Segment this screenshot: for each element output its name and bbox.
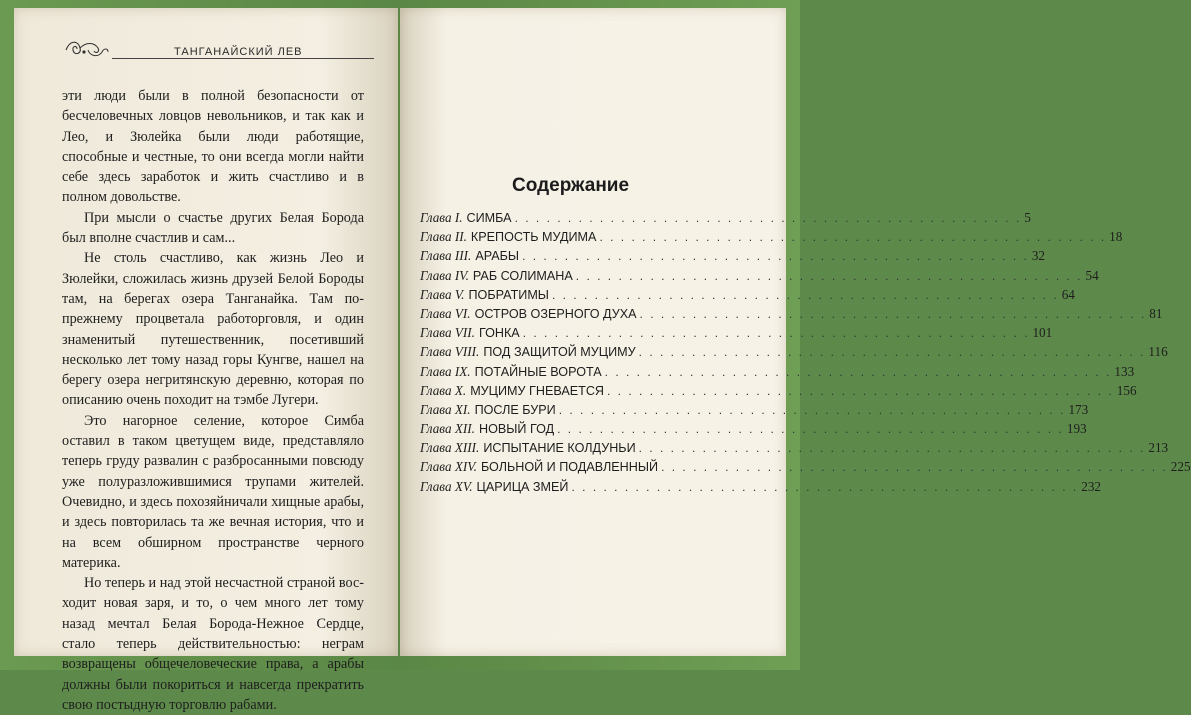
toc-chapter-number: Глава X. xyxy=(420,382,467,398)
toc-entry xyxy=(420,267,1099,287)
toc-leader-dots: . . . . . . . . . . . . . . . . . . . . . . . . . . . . . . . . . . . . . . . . . . . . . . . . xyxy=(639,306,1147,321)
toc-chapter-title: ПОБРАТИМЫ xyxy=(468,287,549,302)
toc-page-number: 5 xyxy=(1024,210,1031,225)
body-text xyxy=(62,86,364,715)
toc-leader-dots: . . . . . . . . . . . . . . . . . . . . . . . . . . . . . . . . . . . . . . . . . . . . . . . . xyxy=(522,249,1029,264)
toc-leader-dots: . . . . . . . . . . . . . . . . . . . . . . . . . . . . . . . . . . . . . . . . . . . . . . . . xyxy=(551,287,1059,302)
toc-chapter-title: АРАБЫ xyxy=(475,249,520,264)
running-head xyxy=(64,36,374,60)
toc-chapter-number: Глава XIV. xyxy=(420,459,477,475)
paragraph: Не столь счастливо, как жизнь Лео и Зюлейки, сложилась жизнь друзей Белой Бороды там, на берегах озера Танганайка. Там по-прежнему процветала работорговля, и один знаменитый путешественник, посетивший несколько лет тому назад горы Кунгве, нашел на берегу озера негритянскую деревню, которая по описанию очень походит на тэмбе Лугери. xyxy=(62,250,364,409)
toc-chapter-number: Глава XIII. xyxy=(420,440,480,456)
toc-page-number: 18 xyxy=(1109,229,1123,245)
toc-leader-dots: . . . . . . . . . . . . . . . . . . . . . . . . . . . . . . . . . . . . . . . . . . . . . . . . xyxy=(638,345,1146,360)
toc-page-number: 116 xyxy=(1148,344,1168,360)
toc-chapter-title: ГОНКА xyxy=(478,326,520,341)
toc-entry xyxy=(420,421,1087,440)
toc-page-number: 81 xyxy=(1149,305,1163,321)
toc-leader-dots: . . . . . . . . . . . . . . . . . . . . . . . . . . . . . . . . . . . . . . . . . . . . . . . . xyxy=(575,268,1083,283)
toc-leader-dots: . . . . . . . . . . . . . . . . . . . . . . . . . . . . . . . . . . . . . . . . . . . . . . . . xyxy=(557,422,1064,437)
toc-chapter-number: Глава XII. xyxy=(420,421,475,437)
toc-chapter-title: КРЕПОСТЬ МУДИМА xyxy=(470,230,597,245)
toc-entry xyxy=(420,440,1169,459)
toc-page-number: 225 xyxy=(1170,459,1191,475)
toc-entry xyxy=(420,382,1137,402)
toc-leader-dots: . . . . . . . . . . . . . . . . . . . . . . . . . . . . . . . . . . . . . . . . . . . . . . . . xyxy=(638,441,1146,456)
header-rule xyxy=(112,58,374,59)
toc-page-number: 213 xyxy=(1148,440,1169,456)
toc-entry xyxy=(420,363,1135,383)
toc-chapter-title: МУЦИМУ ГНЕВАЕТСЯ xyxy=(470,383,605,398)
toc-chapter-title: ИСПЫТАНИЕ КОЛДУНЬИ xyxy=(483,441,636,456)
toc-chapter-number: Глава XV. xyxy=(420,478,473,494)
toc-entry xyxy=(420,478,1101,498)
toc-leader-dots: . . . . . . . . . . . . . . . . . . . . . . . . . . . . . . . . . . . . . . . . . . . . . . . . xyxy=(607,383,1114,398)
toc-chapter-number: Глава VIII. xyxy=(420,344,480,360)
toc-entry xyxy=(420,286,1075,306)
toc-page-number: 54 xyxy=(1085,267,1099,283)
toc-entry xyxy=(420,248,1046,267)
paragraph: Это нагорное селение, которое Симба оставил в таком цветущем виде, представляло теперь груду развалин с разбросанными повсюду уже полуразложившимися трупами жителей. Очевидно, и здесь похозяйничали хищные арабы, и здесь повторилась та же вечная история, что и на всем обширном пространстве черного материка. xyxy=(62,412,364,571)
toc-page-number: 193 xyxy=(1066,421,1087,437)
toc-page-number: 173 xyxy=(1068,401,1089,417)
toc-chapter-number: Глава I. xyxy=(420,210,463,225)
toc-entry xyxy=(420,210,1031,229)
toc-entry xyxy=(420,325,1053,344)
toc-chapter-number: Глава IV. xyxy=(420,267,469,283)
toc-chapter-number: Глава VI. xyxy=(420,305,471,321)
toc-chapter-title: ОСТРОВ ОЗЕРНОГО ДУХА xyxy=(474,306,637,321)
toc-chapter-number: Глава II. xyxy=(420,229,467,245)
toc-leader-dots: . . . . . . . . . . . . . . . . . . . . . . . . . . . . . . . . . . . . . . . . . . . . . . . . xyxy=(522,326,1030,341)
table-of-contents xyxy=(420,210,1191,498)
toc-chapter-number: Глава III. xyxy=(420,248,472,264)
toc-chapter-number: Глава V. xyxy=(420,286,465,302)
toc-chapter-number: Глава VII. xyxy=(420,325,475,341)
paragraph: эти люди были в полной безопасности от бесчеловечных ловцов невольников, и так как и Лео, и Зюлейка были люди работящие, способные и честные, то они всегда могли найти себе здесь заработок и жить счастливо и в полном довольстве. xyxy=(62,88,364,206)
toc-chapter-title: РАБ СОЛИМАНА xyxy=(472,268,573,283)
toc-entry xyxy=(420,459,1191,478)
toc-chapter-title: СИМБА xyxy=(466,211,512,225)
toc-chapter-title: ЦАРИЦА ЗМЕЙ xyxy=(476,479,569,494)
left-page xyxy=(14,8,398,713)
toc-heading: Содержание xyxy=(512,175,630,196)
toc-page-number: 101 xyxy=(1032,325,1053,341)
toc-page-number: 232 xyxy=(1081,478,1101,494)
toc-entry xyxy=(420,229,1123,248)
toc-page-number: 133 xyxy=(1114,363,1135,379)
toc-page-number: 64 xyxy=(1061,286,1075,302)
paragraph: Но теперь и над этой несчастной страной восходит новая заря, и то, о чем много лет тому назад мечтал Белая Борода-Нежное Сердце, стало теперь действительностью: неграм возвращены общечеловеческие права, а арабы должны были покориться и навсегда прекратить свою постыдную торговлю рабами. xyxy=(62,575,364,713)
toc-entry xyxy=(420,305,1163,325)
toc-entry xyxy=(420,401,1089,421)
toc-chapter-number: Глава XI. xyxy=(420,401,471,417)
toc-entry xyxy=(420,344,1168,363)
floral-ornament-icon xyxy=(64,38,108,60)
toc-leader-dots: . . . . . . . . . . . . . . . . . . . . . . . . . . . . . . . . . . . . . . . . . . . . . . . . xyxy=(604,364,1112,379)
toc-leader-dots: . . . . . . . . . . . . . . . . . . . . . . . . . . . . . . . . . . . . . . . . . . . . . . . . xyxy=(558,402,1066,417)
toc-chapter-title: БОЛЬНОЙ И ПОДАВЛЕННЫЙ xyxy=(480,460,659,475)
toc-chapter-title: ПОТАЙНЫЕ ВОРОТА xyxy=(474,364,602,379)
toc-chapter-title: НОВЫЙ ГОД xyxy=(478,422,555,437)
toc-leader-dots: . . . . . . . . . . . . . . . . . . . . . . . . . . . . . . . . . . . . . . . . . . . . . . . . xyxy=(571,479,1079,494)
toc-leader-dots: . . . . . . . . . . . . . . . . . . . . . . . . . . . . . . . . . . . . . . . . . . . . . . . . xyxy=(661,460,1168,475)
paragraph: При мысли о счастье других Белая Борода был вполне счастлив и сам... xyxy=(62,209,364,247)
toc-page-number: 32 xyxy=(1031,248,1046,264)
running-title: ТАНГАНАЙСКИЙ ЛЕВ xyxy=(174,46,303,58)
toc-page-number: 156 xyxy=(1116,382,1137,398)
toc-chapter-number: Глава IX. xyxy=(420,363,471,379)
toc-leader-dots: . . . . . . . . . . . . . . . . . . . . . . . . . . . . . . . . . . . . . . . . . . . . . . . . xyxy=(599,230,1107,245)
toc-chapter-title: ПОД ЗАЩИТОЙ МУЦИМУ xyxy=(483,345,636,360)
toc-leader-dots: . . . . . . . . . . . . . . . . . . . . . . . . . . . . . . . . . . . . . . . . . . . . . . . . xyxy=(514,211,1022,225)
toc-chapter-title: ПОСЛЕ БУРИ xyxy=(474,402,556,417)
